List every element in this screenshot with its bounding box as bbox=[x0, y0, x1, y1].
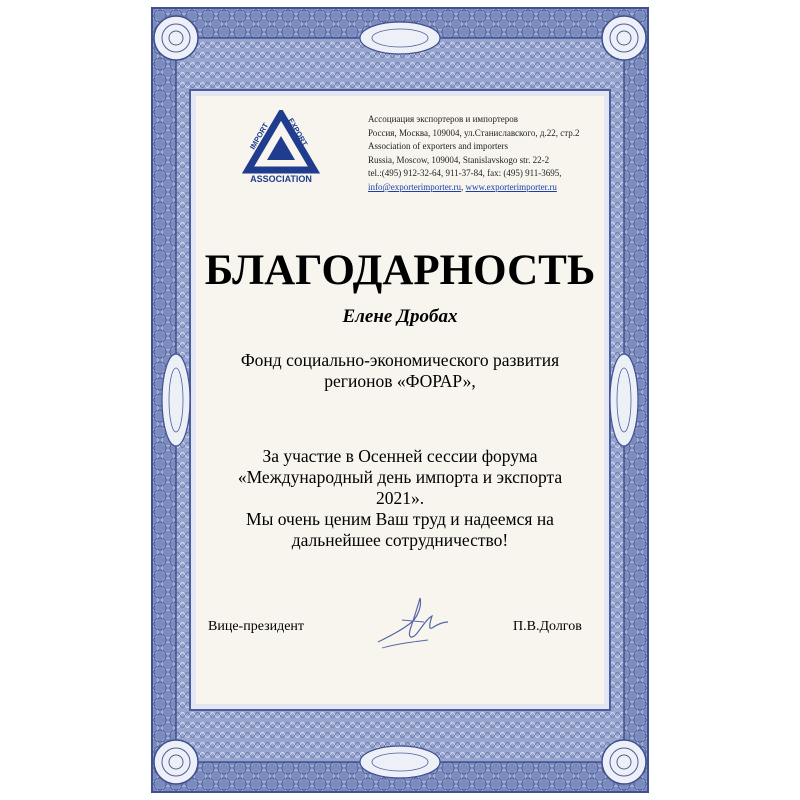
body-line-1: За участие в Осенней сессии форума bbox=[262, 446, 538, 466]
certificate-title: БЛАГОДАРНОСТЬ bbox=[204, 247, 596, 294]
logo-word-association: ASSOCIATION bbox=[250, 174, 312, 184]
association-address-ru: Россия, Москва, 109004, ул.Станиславского, д.22, стр.2 bbox=[368, 127, 580, 138]
signatory-role: Вице-президент bbox=[208, 619, 305, 634]
body-line-5: дальнейшее сотрудничество! bbox=[291, 530, 509, 550]
association-address-en: Russia, Moscow, 109004, Stanislavskogo str. 22-2 bbox=[368, 154, 550, 165]
body-line-4: Мы очень ценим Ваш труд и надеемся на bbox=[246, 509, 554, 529]
body-line-3: 2021». bbox=[375, 488, 425, 508]
links-separator: , bbox=[461, 181, 464, 192]
organization-line-2: регионов «ФОРАР», bbox=[324, 371, 476, 391]
organization-line-1: Фонд социально-экономического развития bbox=[240, 350, 560, 370]
logo-word-import: IMPORT bbox=[247, 121, 271, 151]
association-info bbox=[368, 113, 608, 195]
recipient-name: Елене Дробах bbox=[342, 306, 458, 327]
association-links bbox=[368, 181, 608, 195]
website-link[interactable]: www.exporterimporter.ru bbox=[465, 181, 557, 192]
triangle-logo-icon bbox=[240, 110, 322, 186]
signature-icon bbox=[372, 592, 452, 652]
email-link[interactable]: info@exporterimporter.ru bbox=[368, 181, 462, 192]
signatory-name: П.В.Долгов bbox=[513, 619, 582, 634]
association-name-en: Association of exporters and importers bbox=[368, 141, 508, 152]
gratitude-text bbox=[196, 446, 604, 551]
body-line-2: «Международный день импорта и экспорта bbox=[237, 467, 563, 487]
association-phones: tel.:(495) 912-32-64, 911-37-84, fax: (495) 911-3695, bbox=[368, 168, 562, 179]
organization bbox=[196, 350, 604, 392]
logo-word-export: EXPORT bbox=[286, 116, 310, 148]
association-name-ru: Ассоциация экспортеров и импортеров bbox=[368, 114, 518, 124]
